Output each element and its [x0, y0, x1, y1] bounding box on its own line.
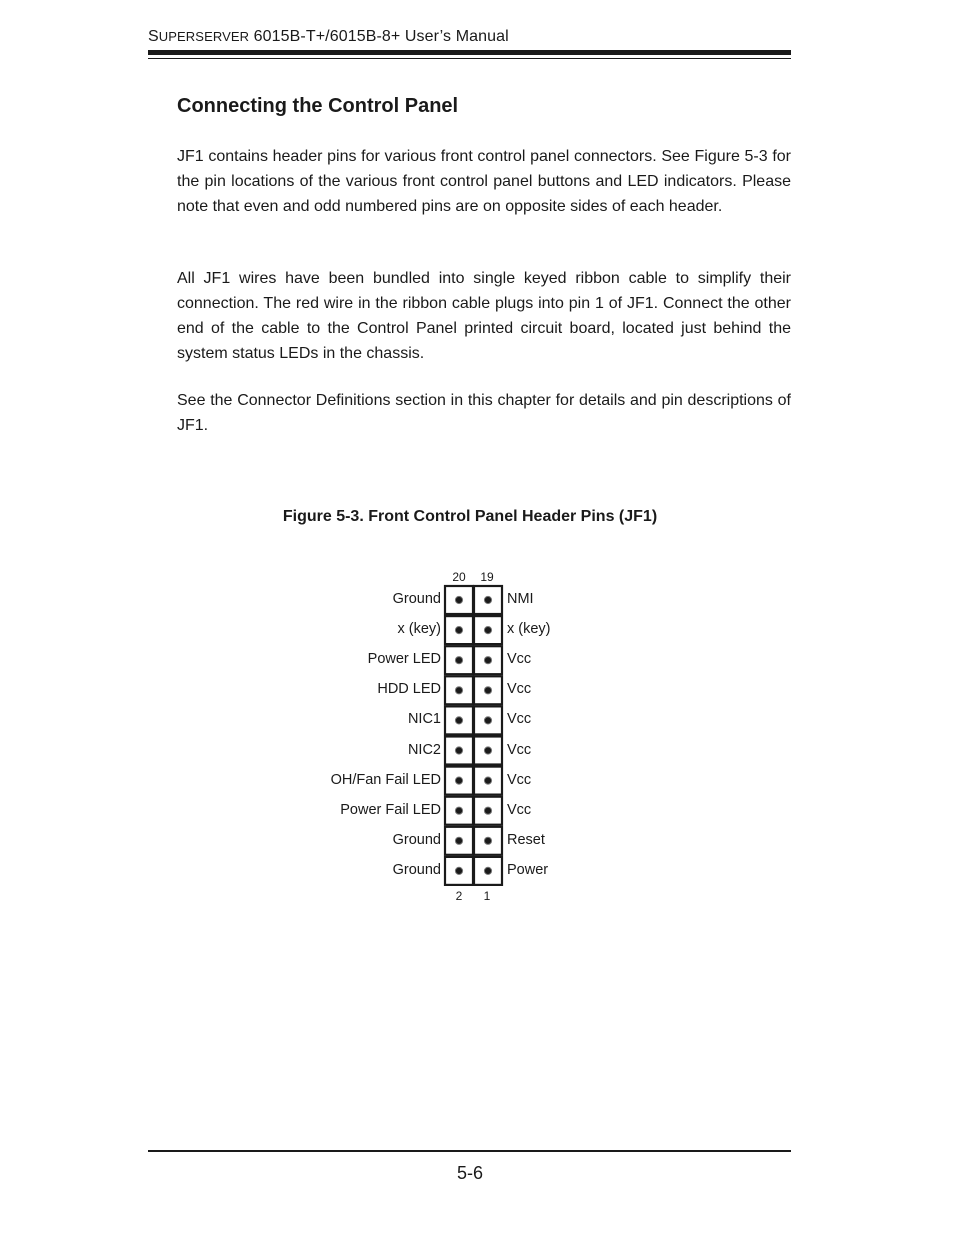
pin-label-left: NIC2 — [407, 741, 441, 758]
figure-caption: Figure 5-3. Front Control Panel Header Pins (JF1) — [282, 508, 658, 525]
pin-dot — [484, 627, 491, 634]
pin-dot — [455, 747, 462, 754]
paragraph-2: All JF1 wires have been bundled into single keyed ribbon cable to simplify their connection. The red wire in the ribbon cable plugs into pin 1 of JF1. Connect the other end of the cable to the Control Panel printed circuit board, located just behind the system status LEDs in the chassis. — [177, 270, 791, 362]
pin-dot — [455, 867, 462, 874]
pin-label-right: Power — [507, 861, 549, 878]
pin-dot — [484, 837, 491, 844]
pin-dot — [484, 867, 491, 874]
pin-label-left: HDD LED — [377, 681, 441, 698]
pin-dot — [455, 717, 462, 724]
pin-label-left: Power Fail LED — [340, 801, 441, 818]
pin-label-left: OH/Fan Fail LED — [330, 771, 441, 788]
pin-label-right: Vcc — [507, 771, 532, 788]
pin-label-right: x (key) — [507, 621, 551, 638]
pin-number-top-right: 19 — [480, 570, 494, 584]
pin-label-left: Ground — [392, 591, 441, 607]
pin-dot — [455, 687, 462, 694]
pin-label-left: Ground — [392, 861, 441, 878]
page-number: 5-6 — [456, 1163, 483, 1183]
pin-dot — [455, 807, 462, 814]
header-title-smallcaps: UPERSERVER — [158, 29, 250, 44]
pin-label-right: Vcc — [507, 801, 532, 818]
pin-dot — [484, 657, 491, 664]
pin-dot — [484, 717, 491, 724]
pin-label-right: Reset — [507, 831, 545, 848]
pin-number-top-left: 20 — [452, 570, 466, 584]
header-title-initial: S — [148, 28, 159, 45]
pin-label-left: NIC1 — [407, 711, 441, 728]
pin-label-right: Vcc — [507, 711, 532, 728]
pin-label-left: Ground — [392, 831, 441, 848]
pin-label-right: Vcc — [507, 681, 532, 698]
pin-label-right: Vcc — [507, 741, 532, 758]
header-title-rest: 6015B-T+/6015B-8+ User’s Manual — [249, 28, 509, 45]
pin-dot — [455, 777, 462, 784]
paragraph-3: See the Connector Definitions section in this chapter for details and pin descriptions of JF1. — [177, 392, 791, 434]
pin-dot — [484, 596, 491, 603]
pin-label-left: x (key) — [397, 621, 441, 638]
pin-label-right: NMI — [507, 591, 534, 607]
pin-dot — [455, 657, 462, 664]
paragraph-1: JF1 contains header pins for various front control panel connectors. See Figure 5-3 for the pin locations of the various front control panel buttons and LED indicators. Please note that even and odd numbered pins are on opposite sides of each header. — [177, 148, 791, 215]
pin-dot — [484, 777, 491, 784]
pin-number-bottom-left: 2 — [455, 889, 463, 903]
pin-number-bottom-right: 1 — [483, 889, 491, 903]
section-title: Connecting the Control Panel — [177, 95, 459, 117]
pin-dot — [455, 837, 462, 844]
footer-rule — [148, 1150, 791, 1152]
pin-label-right: Vcc — [507, 651, 532, 668]
pin-dot — [455, 596, 462, 603]
pin-dot — [484, 747, 491, 754]
pin-dot — [484, 807, 491, 814]
pin-label-left: Power LED — [367, 651, 441, 668]
pin-dot — [455, 627, 462, 634]
pin-dot — [484, 687, 491, 694]
